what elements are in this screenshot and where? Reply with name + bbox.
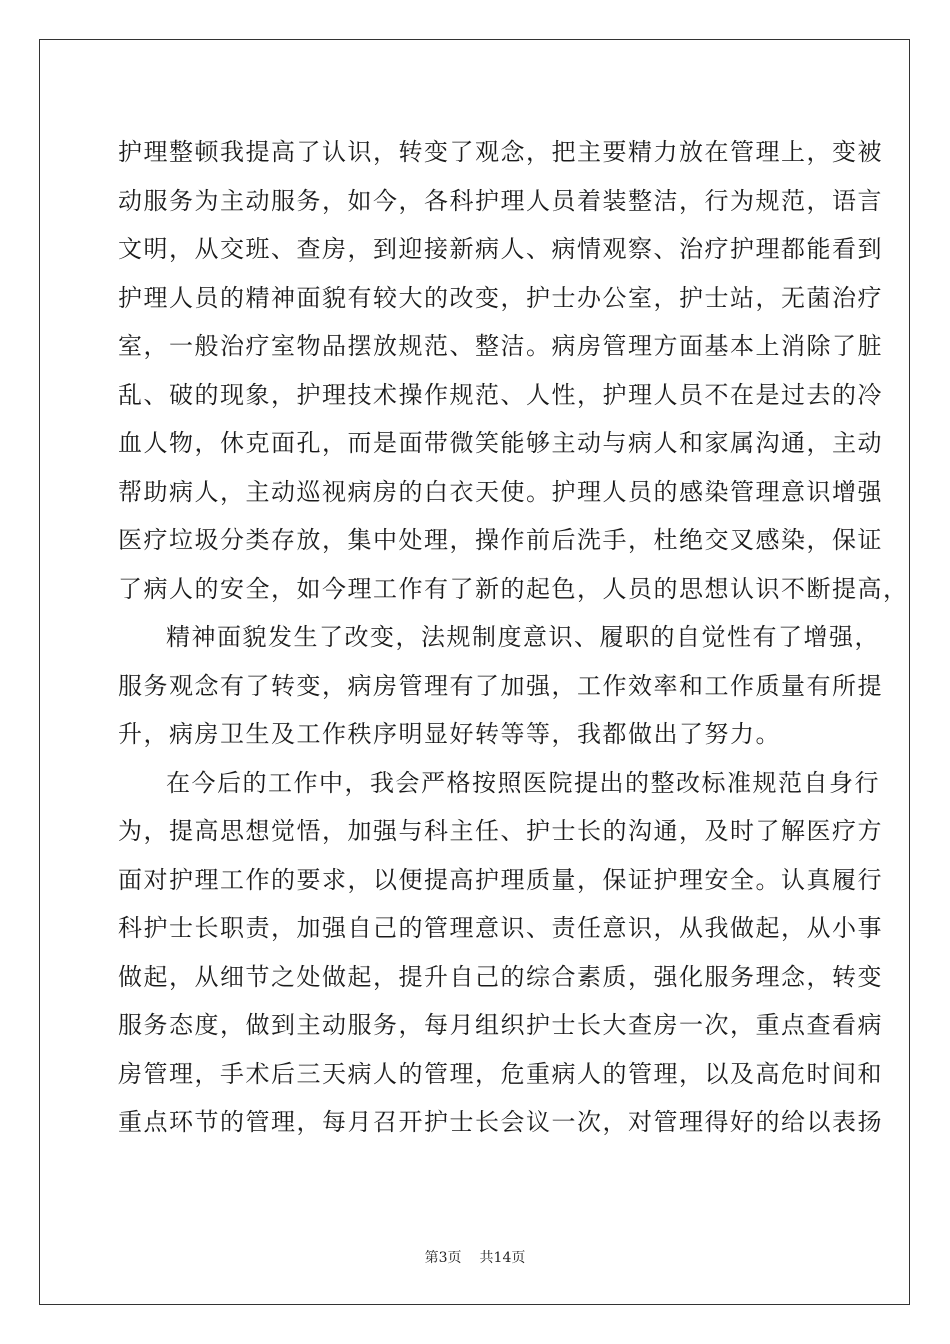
- document-body: [118, 128, 909, 1147]
- text-line: 科护士长职责，加强自己的管理意识、责任意识，从我做起，从小事: [118, 914, 883, 942]
- text-line: 乱、破的现象，护理技术操作规范、人性，护理人员不在是过去的冷: [118, 380, 883, 409]
- page-footer: [0, 1247, 950, 1267]
- text-line: 服务观念有了转变，病房管理有了加强，工作效率和工作质量有所提: [118, 671, 883, 700]
- text-line: 房管理，手术后三天病人的管理，危重病人的管理，以及高危时间和: [118, 1059, 883, 1088]
- page-number: 第3页: [424, 1250, 462, 1266]
- page-total: 共14页: [479, 1250, 526, 1266]
- text-line: 精神面貌发生了改变，法规制度意识、履职的自觉性有了增强，: [166, 623, 880, 651]
- text-line: 了病人的安全，如今理工作有了新的起色，人员的思想认识不断提高，: [118, 574, 909, 603]
- paragraph-1: [118, 128, 909, 613]
- text-line: 为，提高思想觉悟，加强与科主任、护士长的沟通，及时了解医疗方: [118, 817, 883, 845]
- text-line: 动服务为主动服务，如今，各科护理人员着装整洁，行为规范，语言: [118, 186, 883, 215]
- text-line: 升，病房卫生及工作秩序明显好转等等，我都做出了努力。: [118, 720, 781, 748]
- text-line: 护理整顿我提高了认识，转变了观念，把主要精力放在管理上，变被: [118, 138, 883, 166]
- paragraph-3: [118, 759, 883, 1147]
- text-line: 做起，从细节之处做起，提升自己的综合素质，强化服务理念，转变: [118, 962, 883, 991]
- text-line: 服务态度，做到主动服务，每月组织护士长大查房一次，重点查看病: [118, 1011, 883, 1039]
- text-line: 血人物，休克面孔，而是面带微笑能够主动与病人和家属沟通，主动: [118, 429, 883, 457]
- text-line: 护理人员的精神面貌有较大的改变，护士办公室，护士站，无菌治疗: [118, 283, 883, 312]
- text-line: 文明，从交班、查房，到迎接新病人、病情观察、治疗护理都能看到: [118, 235, 883, 263]
- text-line: 帮助病人，主动巡视病房的白衣天使。护理人员的感染管理意识增强: [118, 477, 883, 506]
- text-line: 面对护理工作的要求，以便提高护理质量，保证护理安全。认真履行: [118, 865, 883, 894]
- text-line: 室，一般治疗室物品摆放规范、整洁。病房管理方面基本上消除了脏: [118, 332, 883, 360]
- paragraph-2: [118, 613, 883, 759]
- text-line: 在今后的工作中，我会严格按照医院提出的整改标准规范自身行: [166, 768, 880, 797]
- text-line: 医疗垃圾分类存放，集中处理，操作前后洗手，杜绝交叉感染，保证: [118, 526, 883, 554]
- text-line: 重点环节的管理，每月召开护士长会议一次，对管理得好的给以表扬: [118, 1108, 883, 1136]
